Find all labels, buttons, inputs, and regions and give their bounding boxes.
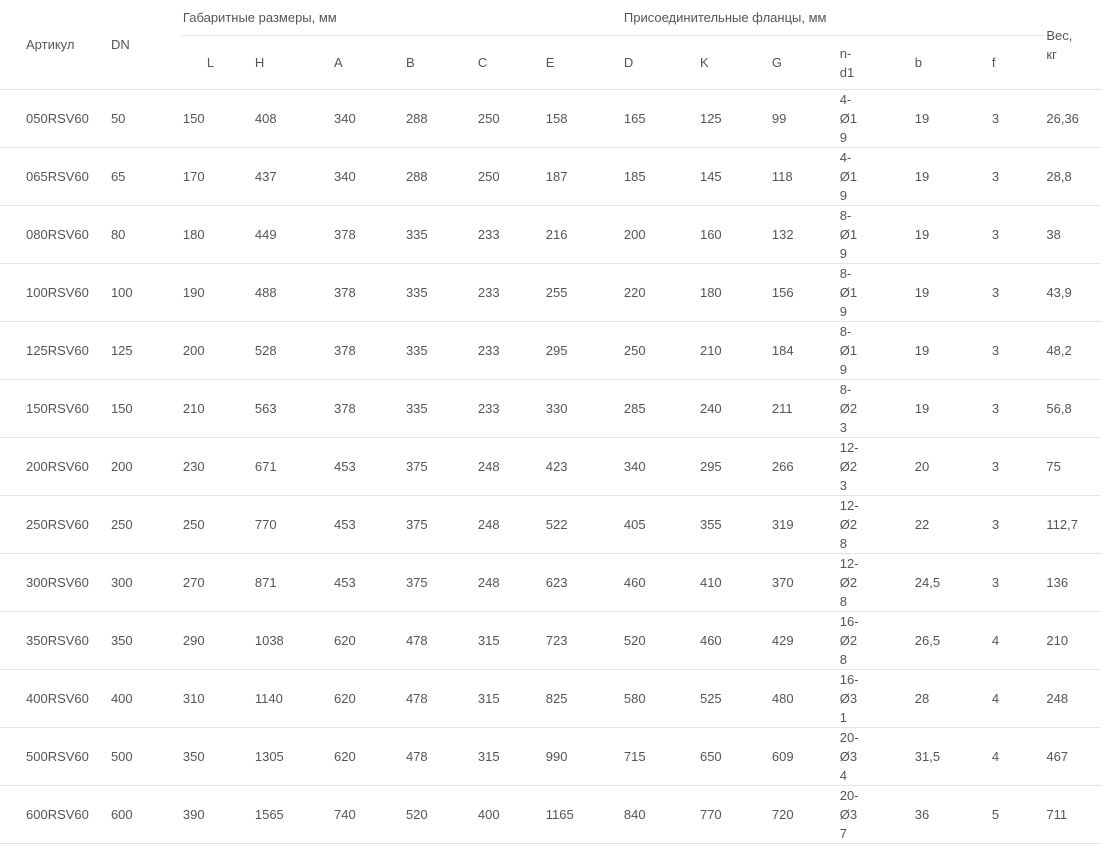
- cell-f: 5: [990, 786, 1044, 844]
- cell-E: 255: [544, 264, 622, 322]
- cell-b: 31,5: [913, 728, 990, 786]
- cell-G: 184: [770, 322, 838, 380]
- cell-L: 390: [181, 786, 253, 844]
- cell-b: 20: [913, 438, 990, 496]
- table-row: [0, 786, 1101, 844]
- cell-E: 295: [544, 322, 622, 380]
- header-col-H: H: [253, 36, 332, 90]
- cell-H: 770: [253, 496, 332, 554]
- cell-H: 528: [253, 322, 332, 380]
- cell-B: 478: [404, 728, 476, 786]
- cell-E: 216: [544, 206, 622, 264]
- cell-A: 378: [332, 322, 404, 380]
- cell-L: 210: [181, 380, 253, 438]
- cell-nd1-value: 8- Ø19: [839, 266, 858, 319]
- cell-art: 500RSV60: [0, 728, 109, 786]
- cell-D: 405: [622, 496, 698, 554]
- cell-H: 408: [253, 90, 332, 148]
- cell-A: 620: [332, 612, 404, 670]
- header-col-K: K: [698, 36, 770, 90]
- cell-B: 478: [404, 612, 476, 670]
- cell-nd1-value: 12- Ø28: [839, 498, 859, 551]
- cell-G: 266: [770, 438, 838, 496]
- header-group-flanges: Присоединительные фланцы, мм: [622, 0, 1044, 36]
- header-col-C: C: [476, 36, 544, 90]
- cell-A: 740: [332, 786, 404, 844]
- cell-B: 375: [404, 496, 476, 554]
- cell-b: 26,5: [913, 612, 990, 670]
- cell-nd1-value: 12- Ø28: [839, 556, 859, 609]
- cell-E: 825: [544, 670, 622, 728]
- cell-G: 211: [770, 380, 838, 438]
- cell-L: 180: [181, 206, 253, 264]
- cell-C: 400: [476, 786, 544, 844]
- cell-dn: 500: [109, 728, 181, 786]
- table-row: [0, 670, 1101, 728]
- cell-nd1: [838, 90, 913, 148]
- cell-E: 623: [544, 554, 622, 612]
- cell-C: 248: [476, 554, 544, 612]
- cell-H: 449: [253, 206, 332, 264]
- cell-nd1: [838, 438, 913, 496]
- cell-nd1: [838, 264, 913, 322]
- cell-H: 563: [253, 380, 332, 438]
- cell-nd1-value: 8- Ø19: [839, 208, 858, 261]
- cell-B: 520: [404, 786, 476, 844]
- cell-art: 080RSV60: [0, 206, 109, 264]
- header-weight-label: Вес, кг: [1046, 27, 1073, 62]
- cell-B: 478: [404, 670, 476, 728]
- table-row: [0, 206, 1101, 264]
- cell-D: 460: [622, 554, 698, 612]
- cell-G: 99: [770, 90, 838, 148]
- cell-w: 43,9: [1044, 264, 1101, 322]
- header-col-f: f: [990, 36, 1044, 90]
- cell-L: 250: [181, 496, 253, 554]
- cell-f: 3: [990, 148, 1044, 206]
- table-row: [0, 322, 1101, 380]
- cell-K: 180: [698, 264, 770, 322]
- cell-nd1: [838, 786, 913, 844]
- cell-C: 233: [476, 264, 544, 322]
- cell-A: 453: [332, 496, 404, 554]
- cell-art: 050RSV60: [0, 90, 109, 148]
- cell-K: 160: [698, 206, 770, 264]
- cell-nd1: [838, 728, 913, 786]
- header-col-E: E: [544, 36, 622, 90]
- cell-G: 480: [770, 670, 838, 728]
- cell-D: 520: [622, 612, 698, 670]
- cell-B: 335: [404, 206, 476, 264]
- cell-E: 723: [544, 612, 622, 670]
- cell-b: 36: [913, 786, 990, 844]
- cell-D: 200: [622, 206, 698, 264]
- cell-f: 3: [990, 380, 1044, 438]
- cell-nd1-value: 12- Ø23: [839, 440, 859, 493]
- cell-G: 132: [770, 206, 838, 264]
- cell-L: 350: [181, 728, 253, 786]
- cell-K: 525: [698, 670, 770, 728]
- cell-w: 26,36: [1044, 90, 1101, 148]
- cell-E: 423: [544, 438, 622, 496]
- cell-D: 580: [622, 670, 698, 728]
- cell-nd1-value: 4- Ø19: [839, 150, 858, 203]
- cell-w: 711: [1044, 786, 1101, 844]
- cell-D: 340: [622, 438, 698, 496]
- cell-C: 233: [476, 206, 544, 264]
- cell-K: 145: [698, 148, 770, 206]
- cell-B: 375: [404, 554, 476, 612]
- cell-art: 600RSV60: [0, 786, 109, 844]
- table-row: [0, 148, 1101, 206]
- cell-b: 19: [913, 264, 990, 322]
- cell-nd1: [838, 496, 913, 554]
- cell-L: 290: [181, 612, 253, 670]
- cell-f: 4: [990, 612, 1044, 670]
- cell-H: 1140: [253, 670, 332, 728]
- cell-C: 248: [476, 438, 544, 496]
- cell-dn: 300: [109, 554, 181, 612]
- cell-H: 1038: [253, 612, 332, 670]
- cell-G: 156: [770, 264, 838, 322]
- header-col-b: b: [913, 36, 990, 90]
- cell-H: 1305: [253, 728, 332, 786]
- cell-f: 3: [990, 438, 1044, 496]
- cell-C: 248: [476, 496, 544, 554]
- cell-b: 19: [913, 206, 990, 264]
- cell-L: 230: [181, 438, 253, 496]
- cell-H: 437: [253, 148, 332, 206]
- cell-C: 250: [476, 90, 544, 148]
- cell-L: 310: [181, 670, 253, 728]
- cell-H: 1565: [253, 786, 332, 844]
- cell-art: 400RSV60: [0, 670, 109, 728]
- cell-dn: 125: [109, 322, 181, 380]
- cell-dn: 200: [109, 438, 181, 496]
- cell-B: 335: [404, 264, 476, 322]
- cell-A: 378: [332, 264, 404, 322]
- cell-dn: 100: [109, 264, 181, 322]
- cell-L: 190: [181, 264, 253, 322]
- cell-b: 19: [913, 90, 990, 148]
- cell-nd1: [838, 380, 913, 438]
- cell-D: 285: [622, 380, 698, 438]
- cell-K: 240: [698, 380, 770, 438]
- cell-art: 150RSV60: [0, 380, 109, 438]
- cell-H: 671: [253, 438, 332, 496]
- cell-E: 522: [544, 496, 622, 554]
- cell-K: 295: [698, 438, 770, 496]
- cell-A: 453: [332, 438, 404, 496]
- table-row: [0, 496, 1101, 554]
- cell-w: 467: [1044, 728, 1101, 786]
- cell-K: 650: [698, 728, 770, 786]
- cell-G: 429: [770, 612, 838, 670]
- cell-b: 19: [913, 322, 990, 380]
- cell-dn: 400: [109, 670, 181, 728]
- cell-C: 233: [476, 322, 544, 380]
- cell-C: 315: [476, 670, 544, 728]
- cell-f: 3: [990, 90, 1044, 148]
- cell-b: 19: [913, 148, 990, 206]
- table-row: [0, 380, 1101, 438]
- cell-dn: 600: [109, 786, 181, 844]
- table-header: [0, 0, 1101, 90]
- cell-f: 3: [990, 264, 1044, 322]
- cell-w: 210: [1044, 612, 1101, 670]
- cell-H: 871: [253, 554, 332, 612]
- cell-D: 715: [622, 728, 698, 786]
- cell-K: 410: [698, 554, 770, 612]
- cell-D: 250: [622, 322, 698, 380]
- cell-dn: 65: [109, 148, 181, 206]
- table-row: [0, 438, 1101, 496]
- cell-dn: 150: [109, 380, 181, 438]
- cell-A: 378: [332, 206, 404, 264]
- cell-C: 233: [476, 380, 544, 438]
- cell-L: 170: [181, 148, 253, 206]
- cell-A: 340: [332, 148, 404, 206]
- cell-G: 319: [770, 496, 838, 554]
- cell-b: 24,5: [913, 554, 990, 612]
- cell-b: 22: [913, 496, 990, 554]
- cell-f: 3: [990, 206, 1044, 264]
- header-col-L: L: [181, 36, 253, 90]
- cell-C: 315: [476, 728, 544, 786]
- cell-dn: 350: [109, 612, 181, 670]
- cell-E: 187: [544, 148, 622, 206]
- cell-nd1-value: 16- Ø28: [839, 614, 859, 667]
- cell-A: 620: [332, 728, 404, 786]
- cell-B: 335: [404, 380, 476, 438]
- cell-G: 118: [770, 148, 838, 206]
- cell-art: 350RSV60: [0, 612, 109, 670]
- table-row: [0, 612, 1101, 670]
- cell-b: 19: [913, 380, 990, 438]
- cell-f: 4: [990, 670, 1044, 728]
- cell-nd1: [838, 148, 913, 206]
- cell-f: 3: [990, 496, 1044, 554]
- cell-K: 460: [698, 612, 770, 670]
- table-row: [0, 264, 1101, 322]
- cell-w: 48,2: [1044, 322, 1101, 380]
- cell-w: 136: [1044, 554, 1101, 612]
- cell-B: 335: [404, 322, 476, 380]
- cell-nd1-value: 16- Ø31: [839, 672, 859, 725]
- cell-art: 065RSV60: [0, 148, 109, 206]
- cell-B: 375: [404, 438, 476, 496]
- table-body: [0, 90, 1101, 844]
- cell-nd1: [838, 322, 913, 380]
- cell-B: 288: [404, 90, 476, 148]
- table-row: [0, 90, 1101, 148]
- cell-D: 840: [622, 786, 698, 844]
- cell-H: 488: [253, 264, 332, 322]
- cell-w: 248: [1044, 670, 1101, 728]
- cell-G: 720: [770, 786, 838, 844]
- cell-nd1: [838, 206, 913, 264]
- cell-nd1-value: 20- Ø34: [839, 730, 859, 783]
- cell-nd1: [838, 554, 913, 612]
- cell-w: 38: [1044, 206, 1101, 264]
- table-row: [0, 554, 1101, 612]
- header-col-nd1: [838, 36, 913, 90]
- cell-D: 185: [622, 148, 698, 206]
- cell-nd1: [838, 670, 913, 728]
- cell-f: 4: [990, 728, 1044, 786]
- cell-G: 609: [770, 728, 838, 786]
- cell-E: 330: [544, 380, 622, 438]
- cell-C: 315: [476, 612, 544, 670]
- cell-C: 250: [476, 148, 544, 206]
- cell-b: 28: [913, 670, 990, 728]
- cell-E: 158: [544, 90, 622, 148]
- cell-A: 453: [332, 554, 404, 612]
- table-row: [0, 728, 1101, 786]
- header-article: Артикул: [0, 0, 109, 90]
- cell-art: 250RSV60: [0, 496, 109, 554]
- cell-f: 3: [990, 322, 1044, 380]
- cell-K: 210: [698, 322, 770, 380]
- cell-K: 125: [698, 90, 770, 148]
- cell-K: 355: [698, 496, 770, 554]
- cell-E: 990: [544, 728, 622, 786]
- cell-nd1: [838, 612, 913, 670]
- cell-A: 620: [332, 670, 404, 728]
- cell-nd1-value: 20- Ø37: [839, 788, 859, 841]
- cell-A: 378: [332, 380, 404, 438]
- cell-art: 300RSV60: [0, 554, 109, 612]
- cell-art: 125RSV60: [0, 322, 109, 380]
- cell-A: 340: [332, 90, 404, 148]
- cell-w: 28,8: [1044, 148, 1101, 206]
- header-dn: DN: [109, 0, 181, 90]
- cell-dn: 80: [109, 206, 181, 264]
- cell-dn: 50: [109, 90, 181, 148]
- header-col-G: G: [770, 36, 838, 90]
- cell-D: 165: [622, 90, 698, 148]
- cell-nd1-value: 8- Ø23: [839, 382, 858, 435]
- cell-dn: 250: [109, 496, 181, 554]
- cell-art: 100RSV60: [0, 264, 109, 322]
- header-col-D: D: [622, 36, 698, 90]
- cell-w: 56,8: [1044, 380, 1101, 438]
- header-col-nd1-label: n- d1: [839, 45, 855, 80]
- cell-L: 270: [181, 554, 253, 612]
- cell-art: 200RSV60: [0, 438, 109, 496]
- cell-D: 220: [622, 264, 698, 322]
- cell-B: 288: [404, 148, 476, 206]
- cell-nd1-value: 4- Ø19: [839, 92, 858, 145]
- cell-G: 370: [770, 554, 838, 612]
- cell-w: 112,7: [1044, 496, 1101, 554]
- header-group-dimensions: Габаритные размеры, мм: [181, 0, 622, 36]
- cell-nd1-value: 8- Ø19: [839, 324, 858, 377]
- cell-L: 150: [181, 90, 253, 148]
- cell-f: 3: [990, 554, 1044, 612]
- header-col-B: B: [404, 36, 476, 90]
- cell-w: 75: [1044, 438, 1101, 496]
- cell-E: 1165: [544, 786, 622, 844]
- header-weight: [1044, 0, 1101, 90]
- header-col-A: A: [332, 36, 404, 90]
- cell-L: 200: [181, 322, 253, 380]
- cell-K: 770: [698, 786, 770, 844]
